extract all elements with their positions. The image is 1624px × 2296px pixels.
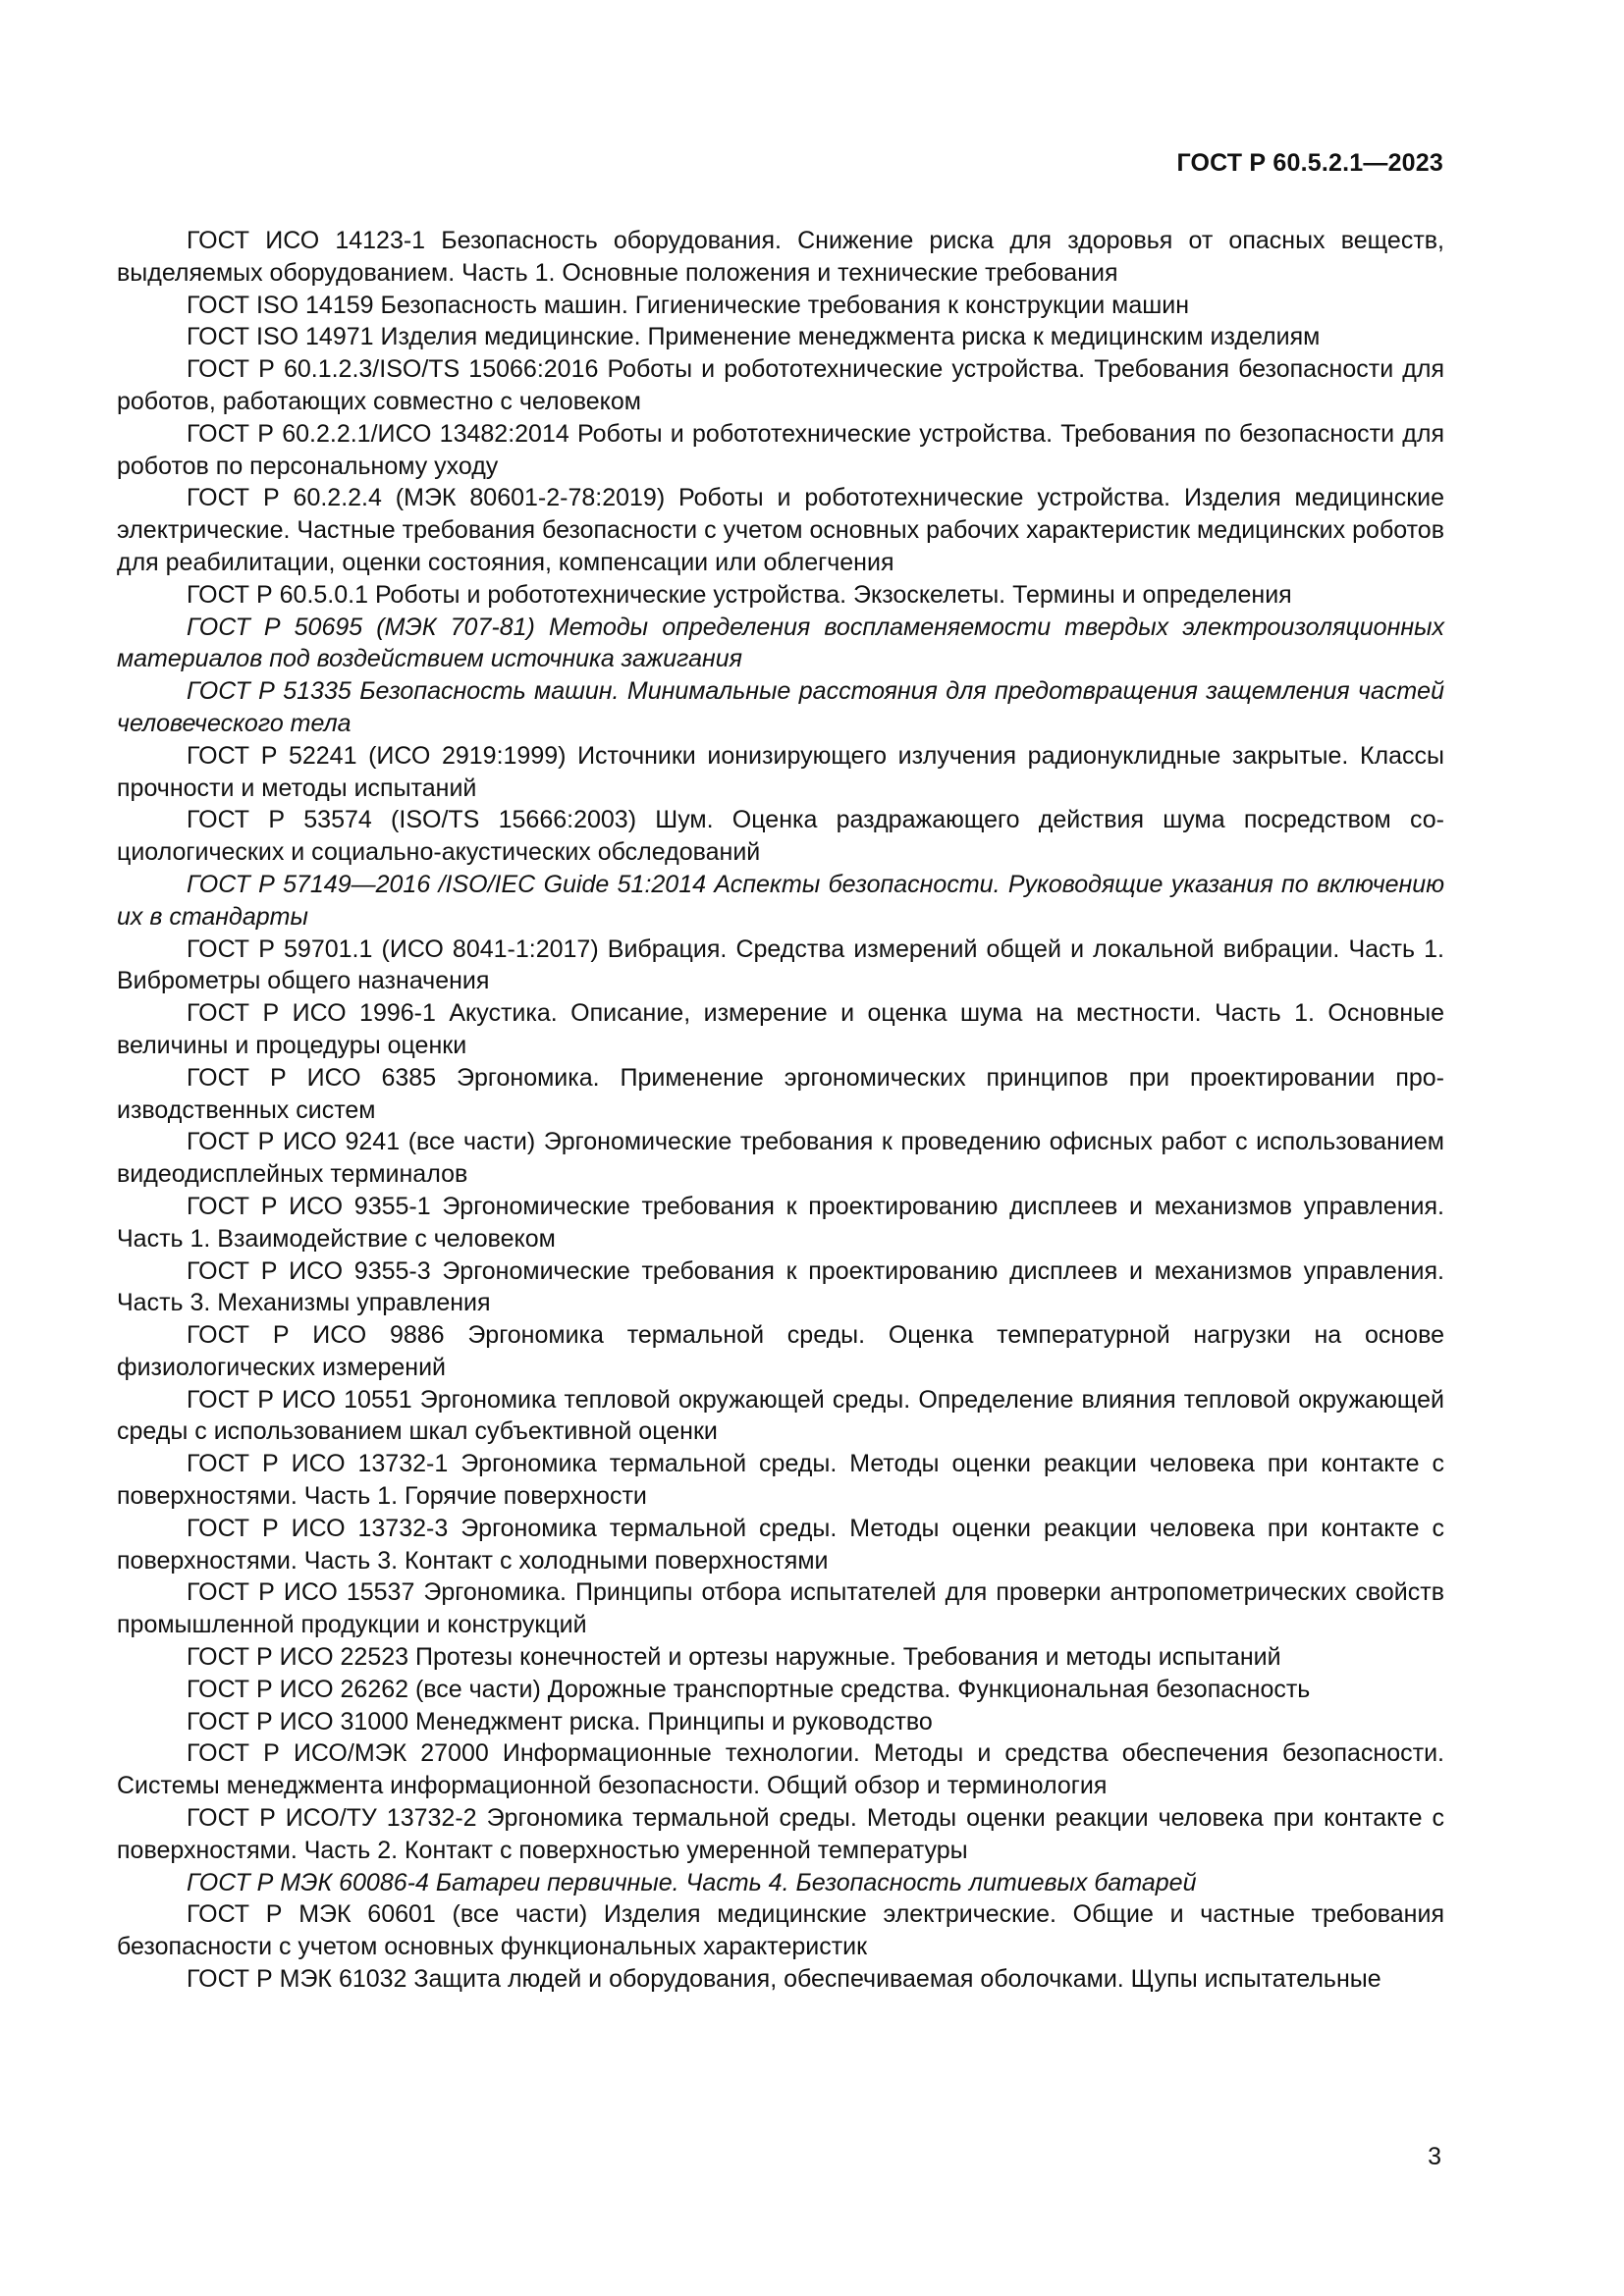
document-code-header: ГОСТ Р 60.5.2.1—2023 xyxy=(1176,149,1443,177)
reference-entry: ГОСТ Р ИСО 10551 Эргономика тепловой окружающей среды. Определение влияния тепловой окружающей среды с использованием шкал субъективной оценки xyxy=(117,1385,1444,1446)
reference-entry: ГОСТ Р 53574 (ISO/TS 15666:2003) Шум. Оценка раздражающего действия шума посредством социологических и социально-акустических обследований xyxy=(117,806,1444,867)
reference-entry: ГОСТ Р ИСО 9241 (все части) Эргономические требования к проведению офисных работ с использованием видеодисплейных терминалов xyxy=(117,1128,1444,1189)
reference-entry: ГОСТ Р 50695 (МЭК 707-81) Методы определения воспламеняемости твердых электроизоляционных материалов под воздействием источника зажигания xyxy=(117,613,1444,673)
reference-entry: ГОСТ Р МЭК 60601 (все части) Изделия медицинские электрические. Общие и частные требования безопасности с учетом основных функциональных характеристик xyxy=(117,1900,1444,1961)
reference-entry: ГОСТ Р МЭК 60086-4 Батареи первичные. Часть 4. Безопасность литиевых батарей xyxy=(187,1868,1197,1896)
reference-entry: ГОСТ Р МЭК 61032 Защита людей и оборудования, обеспечиваемая оболочками. Щупы испытательные xyxy=(187,1965,1381,1994)
reference-entry: ГОСТ Р 60.2.2.4 (МЭК 80601-2-78:2019) Роботы и робототехнические устройства. Изделия медицинские электрические. Частные требования безопасности с учетом основных рабочих характеристик медицинских роботов для реабилитации, оценки состояния, компенсации или облегчения xyxy=(117,484,1444,576)
reference-entry: ГОСТ Р ИСО 9886 Эргономика термальной среды. Оценка температурной нагрузки на основе физиологических измерений xyxy=(117,1321,1444,1381)
reference-entry: ГОСТ Р ИСО/МЭК 27000 Информационные технологии. Методы и средства обеспечения безопасности. Системы менеджмента информационной безопасности. Общий обзор и терминология xyxy=(117,1739,1444,1800)
reference-entry: ГОСТ Р ИСО/ТУ 13732-2 Эргономика термальной среды. Методы оценки реакции человека при контакте с поверхностями. Часть 2. Контакт с поверхностью умеренной температуры xyxy=(117,1804,1444,1864)
reference-entry: ГОСТ ISO 14159 Безопасность машин. Гигиенические требования к конструкции машин xyxy=(187,291,1190,319)
reference-entry: ГОСТ Р ИСО 6385 Эргономика. Применение эргономических принципов при проектировании производственных систем xyxy=(117,1063,1444,1124)
reference-entry: ГОСТ Р ИСО 31000 Менеджмент риска. Принципы и руководство xyxy=(187,1707,933,1735)
reference-entry: ГОСТ Р 60.1.2.3/ISO/TS 15066:2016 Роботы и робототехнические устройства. Требования безопасности для роботов, работающих совместно с человеком xyxy=(117,355,1444,415)
reference-entry: ГОСТ Р ИСО 1996-1 Акустика. Описание, измерение и оценка шума на местности. Часть 1. Основные величины и процедуры оценки xyxy=(117,999,1444,1059)
reference-entry: ГОСТ Р ИСО 22523 Протезы конечностей и ортезы наружные. Требования и методы испытаний xyxy=(187,1643,1281,1672)
page-number: 3 xyxy=(1428,2143,1441,2170)
reference-entry: ГОСТ Р ИСО 13732-3 Эргономика термальной среды. Методы оценки реакции человека при контакте с поверхностями. Часть 3. Контакт с холодными поверхностями xyxy=(117,1514,1444,1575)
reference-entry: ГОСТ Р ИСО 9355-3 Эргономические требования к проектированию дисплеев и механизмов управления. Часть 3. Механизмы управления xyxy=(117,1256,1444,1317)
reference-entry: ГОСТ Р 59701.1 (ИСО 8041-1:2017) Вибрация. Средства измерений общей и локальной вибрации. Часть 1. Виброметры общего назначения xyxy=(117,934,1444,995)
reference-entry: ГОСТ Р 52241 (ИСО 2919:1999) Источники ионизирующего излучения радионуклидные закрытые. Классы прочности и методы испытаний xyxy=(117,741,1444,802)
reference-entry: ГОСТ ИСО 14123-1 Безопасность оборудования. Снижение риска для здоровья от опасных веществ, выделяемых оборудованием. Часть 1. Основные положения и технические требования xyxy=(117,227,1444,287)
reference-entry: ГОСТ Р ИСО 15537 Эргономика. Принципы отбора испытателей для проверки антропометрических свойств промышленной продукции и конструкций xyxy=(117,1578,1444,1639)
reference-entry: ГОСТ Р 60.2.2.1/ИСО 13482:2014 Роботы и робототехнические устройства. Требования по безопасности для роботов по персональному уходу xyxy=(117,419,1444,480)
reference-entry: ГОСТ Р ИСО 13732-1 Эргономика термальной среды. Методы оценки реакции человека при контакте с поверхностями. Часть 1. Горячие поверхности xyxy=(117,1450,1444,1511)
reference-entry: ГОСТ Р 60.5.0.1 Роботы и робототехнические устройства. Экзоскелеты. Термины и определения xyxy=(187,580,1292,609)
reference-entry: ГОСТ Р ИСО 9355-1 Эргономические требования к проектированию дисплеев и механизмов управления. Часть 1. Взаимодействие с человеком xyxy=(117,1192,1444,1253)
reference-entry: ГОСТ Р 51335 Безопасность машин. Минимальные расстояния для предотвращения защемления частей человеческого тела xyxy=(117,677,1444,737)
normative-references-list xyxy=(117,225,1444,1996)
reference-entry: ГОСТ Р ИСО 26262 (все части) Дорожные транспортные средства. Функциональная безопасность xyxy=(187,1675,1311,1703)
reference-entry: ГОСТ Р 57149—2016 /ISO/IEC Guide 51:2014 Аспекты безопасности. Руководящие указания по включению их в стандарты xyxy=(117,870,1444,931)
reference-entry: ГОСТ ISO 14971 Изделия медицинские. Применение менеджмента риска к медицинским изделиям xyxy=(187,323,1321,351)
